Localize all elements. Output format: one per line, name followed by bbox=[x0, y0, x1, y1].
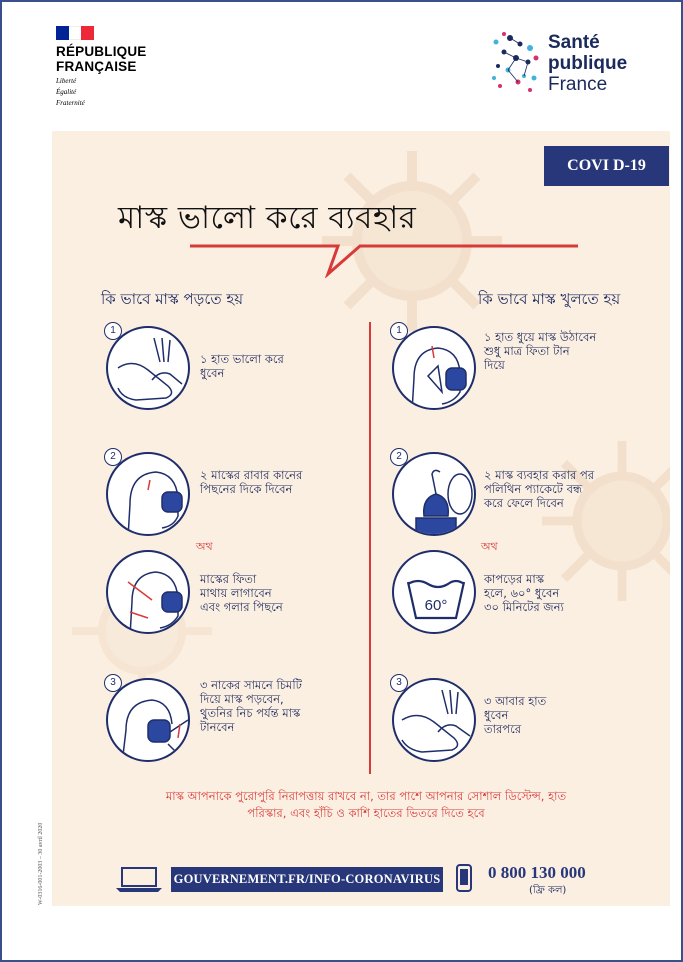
page-title: মাস্ক ভালো করে ব্যবহার bbox=[118, 200, 417, 236]
step-text: ১ হাত ধুয়ে মাস্ক উঠাবেন শুধু মাত্র ফিতা টান দিয়ে bbox=[484, 330, 597, 372]
right-column-heading: কি ভাবে মাস্ক খুলতে হয় bbox=[478, 290, 621, 308]
network-dots-icon bbox=[490, 30, 546, 100]
step-text: ১ হাত ভালো করে ধুবেন bbox=[200, 352, 284, 380]
hand-washing-icon bbox=[106, 326, 190, 410]
agency-name-line3: France bbox=[548, 74, 608, 95]
step-number: 2 bbox=[104, 448, 122, 466]
sante-publique-france-logo bbox=[490, 30, 640, 100]
step-number: 2 bbox=[390, 448, 408, 466]
mask-in-bag-icon bbox=[392, 452, 476, 536]
warning-line1: মাস্ক আপনাকে পুরোপুরি নিরাপত্তায় রাখবে না, তার পাশে আপনার সোশাল ডিস্টেন্স, হাত bbox=[165, 789, 567, 803]
column-divider bbox=[369, 322, 371, 774]
republique-francaise-logo bbox=[56, 26, 166, 107]
info-website-link[interactable]: GOUVERNEMENT.FR/INFO-CORONAVIRUS bbox=[171, 867, 443, 892]
speech-bubble-underline bbox=[190, 236, 580, 278]
phone-icon bbox=[456, 864, 472, 892]
free-call-note: (ফ্রি কল) bbox=[529, 885, 567, 896]
step-number: 3 bbox=[104, 674, 122, 692]
wash-temperature-label: 60° bbox=[424, 597, 448, 614]
motto-egalite: Égalité bbox=[56, 88, 77, 96]
document-reference-code: W-0316-001-2003 – 30 avril 2020 bbox=[38, 822, 44, 905]
motto-liberte: Liberté bbox=[56, 77, 77, 85]
hand-washing-icon bbox=[392, 678, 476, 762]
mask-nose-pinch-icon bbox=[106, 678, 190, 762]
hotline-number[interactable]: 0 800 130 000 bbox=[488, 863, 586, 882]
wash-60-degrees-icon bbox=[392, 550, 476, 634]
step-number: 1 bbox=[104, 322, 122, 340]
mask-removal-icon bbox=[392, 326, 476, 410]
step-text: ৩ আবার হাত ধুবেন তারপরে bbox=[484, 694, 547, 736]
step-number: 1 bbox=[390, 322, 408, 340]
step-number: 3 bbox=[390, 674, 408, 692]
left-column-heading: কি ভাবে মাস্ক পড়তে হয় bbox=[101, 290, 244, 308]
agency-name-line2: publique bbox=[548, 53, 628, 74]
laptop-icon bbox=[116, 866, 162, 892]
agency-name-line1: Santé bbox=[548, 32, 600, 53]
step-text: ২ মাস্ক ব্যবহার করার পর পলিথিন প্যাকেটে বন্ধ করে ফেলে দিবেন bbox=[484, 468, 595, 510]
republic-name-line2: FRANÇAISE bbox=[56, 59, 137, 74]
french-flag-icon bbox=[56, 26, 94, 40]
republic-name-line1: RÉPUBLIQUE bbox=[56, 44, 147, 59]
or-label: অথ bbox=[196, 540, 213, 553]
warning-text bbox=[96, 788, 636, 822]
covid-badge: COVI D-19 bbox=[544, 146, 669, 186]
mask-tie-head-icon bbox=[106, 550, 190, 634]
step-text: ২ মাস্কের রাবার কানের পিছনের দিকে দিবেন bbox=[200, 468, 303, 496]
warning-line2: পরিস্কার, এবং হাঁচি ও কাশি হাতের ভিতরে দিতে হবে bbox=[247, 806, 485, 820]
motto-fraternite: Fraternité bbox=[56, 99, 85, 107]
step-text: কাপড়ের মাস্ক হলে, ৬০° ধুবেন ৩০ মিনিটের জন্য bbox=[484, 572, 564, 614]
step-text: মাস্কের ফিতা মাথায় লাগাবেন এবং গলার পিছনে bbox=[200, 572, 283, 614]
mask-ear-icon bbox=[106, 452, 190, 536]
or-label: অথ bbox=[481, 540, 498, 553]
step-text: ৩ নাকের সামনে চিমটি দিয়ে মাস্ক পড়বেন, থুতনির নিচ পর্যন্ত মাস্ক টানবেন bbox=[200, 678, 302, 734]
